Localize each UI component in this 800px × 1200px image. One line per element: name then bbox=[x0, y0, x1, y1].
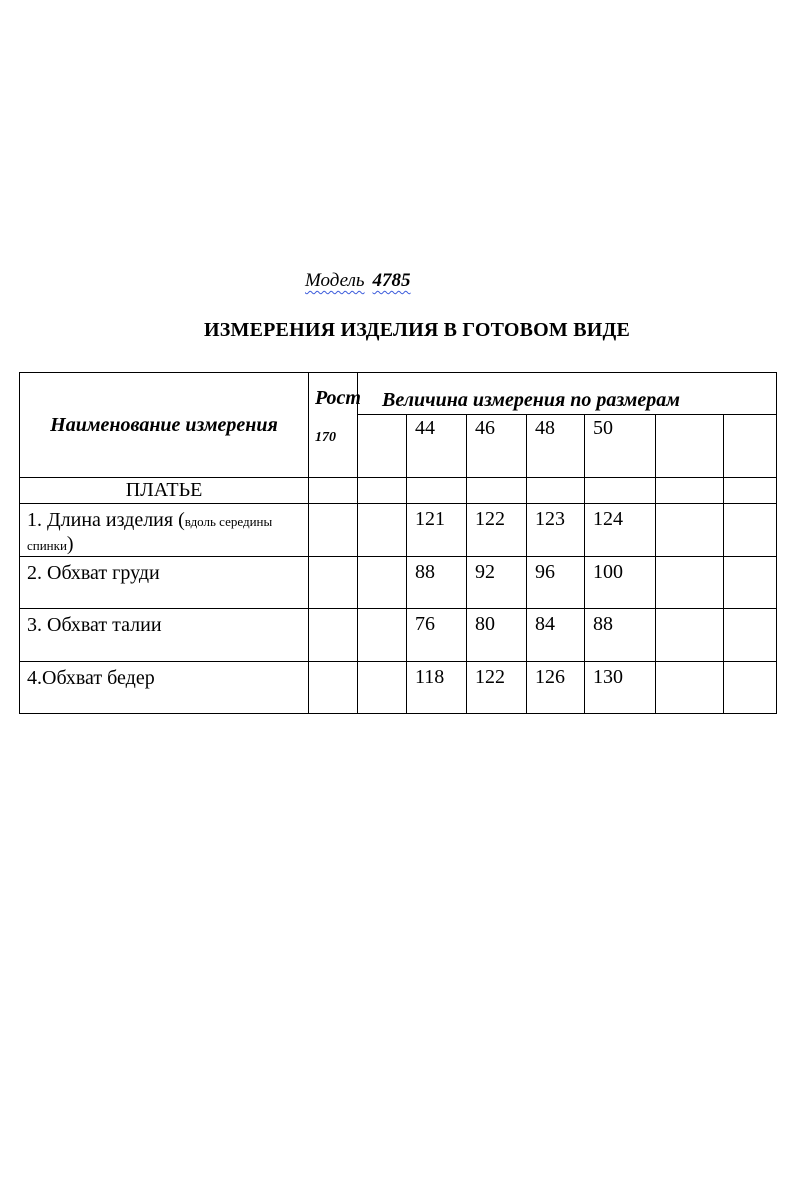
row-name: 4.Обхват бедер bbox=[20, 662, 309, 714]
row-name: 1. Длина изделия (вдоль середины спинки) bbox=[20, 504, 309, 557]
value-cell: 76 bbox=[407, 609, 467, 662]
value-cell: 123 bbox=[527, 504, 585, 557]
section-title: ПЛАТЬЕ bbox=[20, 478, 309, 504]
table-row bbox=[20, 557, 777, 609]
value-cell: 84 bbox=[527, 609, 585, 662]
row-name: 2. Обхват груди bbox=[20, 557, 309, 609]
table-row bbox=[20, 609, 777, 662]
size-cell: 48 bbox=[527, 415, 585, 478]
table-row bbox=[20, 504, 777, 557]
empty-cell bbox=[358, 415, 407, 478]
header-growth bbox=[309, 373, 361, 478]
size-cell: 46 bbox=[467, 415, 527, 478]
growth-value: 170 bbox=[315, 430, 336, 445]
size-cell: 50 bbox=[585, 415, 656, 478]
value-cell: 80 bbox=[467, 609, 527, 662]
value-cell: 118 bbox=[407, 662, 467, 714]
size-cell: 44 bbox=[407, 415, 467, 478]
value-cell: 122 bbox=[467, 662, 527, 714]
header-row bbox=[20, 373, 777, 415]
value-cell: 130 bbox=[585, 662, 656, 714]
measurements-table bbox=[19, 372, 777, 714]
value-cell: 96 bbox=[527, 557, 585, 609]
section-row bbox=[20, 478, 777, 504]
value-cell: 124 bbox=[585, 504, 656, 557]
header-name-col: Наименование измерения bbox=[20, 373, 309, 478]
header-values: Величина измерения по размерам bbox=[358, 373, 777, 415]
growth-label: Рост bbox=[315, 387, 361, 409]
page-title: ИЗМЕРЕНИЯ ИЗДЕЛИЯ В ГОТОВОМ ВИДЕ bbox=[204, 319, 630, 341]
empty-cell bbox=[724, 415, 777, 478]
model-label: Модель bbox=[305, 270, 365, 291]
model-number: 4785 bbox=[372, 270, 411, 291]
value-cell: 88 bbox=[407, 557, 467, 609]
value-cell: 92 bbox=[467, 557, 527, 609]
value-cell: 88 bbox=[585, 609, 656, 662]
table-row bbox=[20, 662, 777, 714]
value-cell: 100 bbox=[585, 557, 656, 609]
model-heading bbox=[305, 270, 411, 292]
value-cell: 126 bbox=[527, 662, 585, 714]
value-cell: 121 bbox=[407, 504, 467, 557]
empty-cell bbox=[656, 415, 724, 478]
value-cell: 122 bbox=[467, 504, 527, 557]
row-name: 3. Обхват талии bbox=[20, 609, 309, 662]
